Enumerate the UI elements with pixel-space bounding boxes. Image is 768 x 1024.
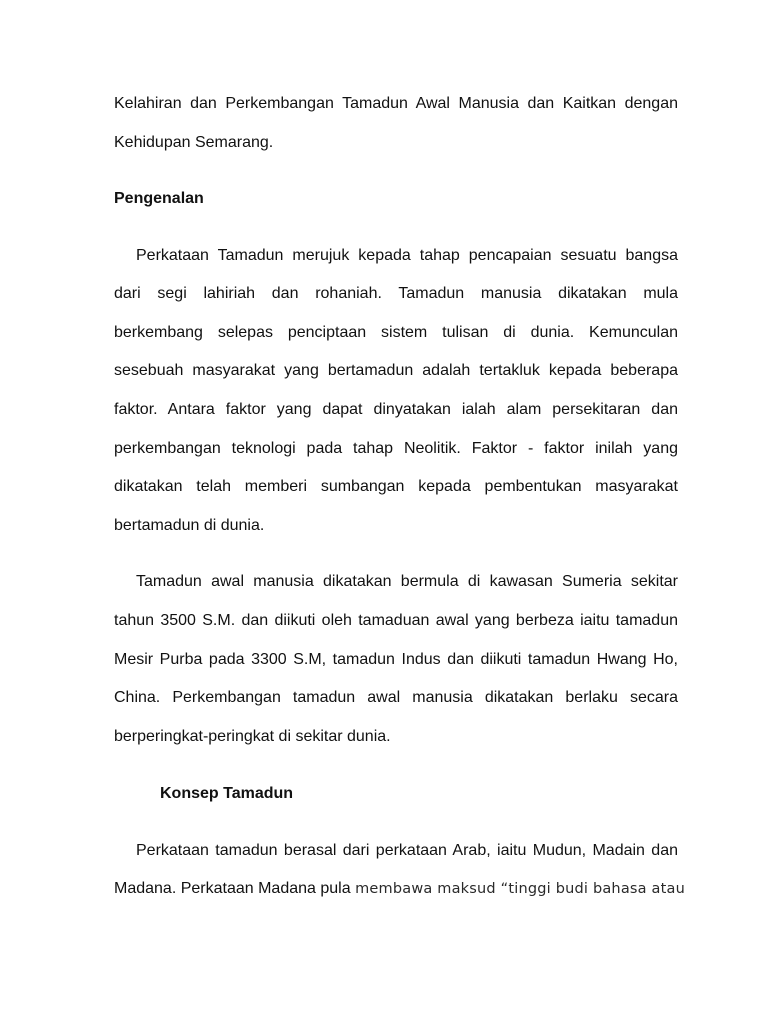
document-title-line-1: Kelahiran dan Perkembangan Tamadun Awal Manusia dan Kaitkan dengan	[114, 95, 678, 112]
paragraph-line: berkembang selepas penciptaan sistem tulisan di dunia. Kemunculan	[114, 324, 678, 341]
section-heading-konsep-tamadun: Konsep Tamadun	[160, 785, 294, 802]
paragraph-line: Mesir Purba pada 3300 S.M, tamadun Indus dan diikuti tamadun Hwang Ho,	[114, 651, 678, 668]
paragraph-line: Tamadun awal manusia dikatakan bermula di kawasan Sumeria sekitar	[136, 573, 678, 590]
paragraph-line: China. Perkembangan tamadun awal manusia dikatakan berlaku secara	[114, 689, 678, 706]
paragraph-text-segment-alt-font: membawa maksud “tinggi budi bahasa atau	[355, 881, 685, 897]
paragraph-line: bertamadun di dunia.	[114, 517, 265, 534]
paragraph-text-segment: Madana. Perkataan Madana pula	[114, 880, 351, 897]
paragraph-line: berperingkat-peringkat di sekitar dunia.	[114, 728, 391, 745]
paragraph-line: dari segi lahiriah dan rohaniah. Tamadun manusia dikatakan mula	[114, 285, 678, 302]
section-heading-pengenalan: Pengenalan	[114, 190, 204, 207]
paragraph-line: tahun 3500 S.M. dan diikuti oleh tamaduan awal yang berbeza iaitu tamadun	[114, 612, 678, 629]
paragraph-line-mixed	[114, 879, 685, 899]
document-title-line-2: Kehidupan Semarang.	[114, 134, 274, 151]
paragraph-line: perkembangan teknologi pada tahap Neolitik. Faktor - faktor inilah yang	[114, 440, 678, 457]
paragraph-line: dikatakan telah memberi sumbangan kepada pembentukan masyarakat	[114, 478, 678, 495]
paragraph-line: Perkataan tamadun berasal dari perkataan Arab, iaitu Mudun, Madain dan	[136, 842, 678, 859]
paragraph-line: sesebuah masyarakat yang bertamadun adalah tertakluk kepada beberapa	[114, 362, 678, 379]
paragraph-line: faktor. Antara faktor yang dapat dinyatakan ialah alam persekitaran dan	[114, 401, 678, 418]
paragraph-line: Perkataan Tamadun merujuk kepada tahap pencapaian sesuatu bangsa	[136, 247, 678, 264]
